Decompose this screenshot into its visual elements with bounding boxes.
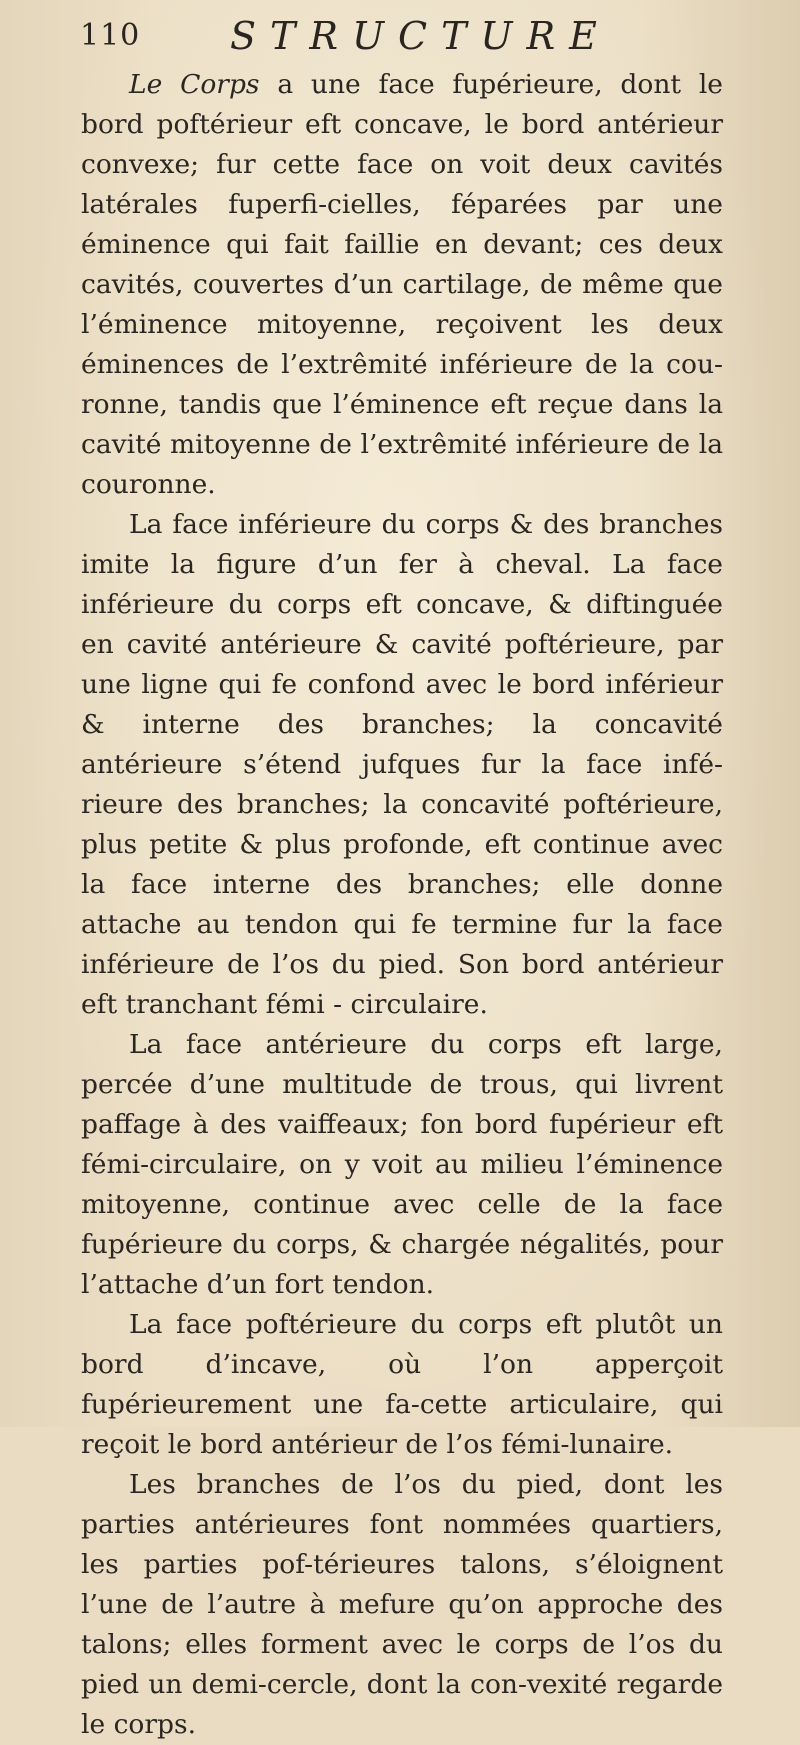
text-body	[81, 65, 723, 1745]
page-number: 110	[80, 18, 141, 53]
paragraph-posterior-face: La face poftérieure du corps eft plutôt un bord d’incave, où l’on apperçoit fupérieurement une fa-cette articulaire, qui reçoit le bord antérieur de l’os fémi-lunaire.	[81, 1309, 723, 1460]
running-head: STRUCTURE	[230, 14, 611, 58]
page-header	[80, 14, 720, 64]
paragraph-lead: Le Corps	[129, 69, 260, 100]
paragraph-text: a une face fupérieure, dont le bord poftérieur eft concave, le bord antérieur convexe; fur cette face on voit deux cavités latérales fuperfi-cielles, féparées par une éminence qui fait faillie en devant; ces deux cavités, couvertes d’un cartilage, de même que l’éminence mitoyenne, reçoivent les deux éminences de l’extrêmité inférieure de la cou-ronne, tandis que l’éminence eft reçue dans la cavité mitoyenne de l’extrêmité inférieure de la couronne.	[81, 69, 723, 500]
paragraph-corps-upper-face	[81, 65, 723, 505]
paragraph-lower-face: La face inférieure du corps & des branches imite la figure d’un fer à cheval. La face inférieure du corps eft concave, & diftinguée en cavité antérieure & cavité poftérieure, par une ligne qui fe confond avec le bord inférieur & interne des branches; la concavité antérieure s’étend jufques fur la face infé-rieure des branches; la concavité poftérieure, plus petite & plus profonde, eft continue avec la face interne des branches; elle donne attache au tendon qui fe termine fur la face inférieure de l’os du pied. Son bord antérieur eft tranchant fémi - circulaire.	[81, 509, 723, 1020]
paragraph-anterior-face: La face antérieure du corps eft large, percée d’une multitude de trous, qui livrent paffage à des vaiffeaux; fon bord fupérieur eft fémi-circulaire, on y voit au milieu l’éminence mitoyenne, continue avec celle de la face fupérieure du corps, & chargée négalités, pour l’attache d’un fort tendon.	[81, 1029, 723, 1300]
paragraph-branches: Les branches de l’os du pied, dont les parties antérieures font nommées quartiers, les parties pof-térieures talons, s’éloignent l’une de l’autre à mefure qu’on approche des talons; elles forment avec le corps de l’os du pied un demi-cercle, dont la con-vexité regarde le corps.	[81, 1469, 723, 1740]
